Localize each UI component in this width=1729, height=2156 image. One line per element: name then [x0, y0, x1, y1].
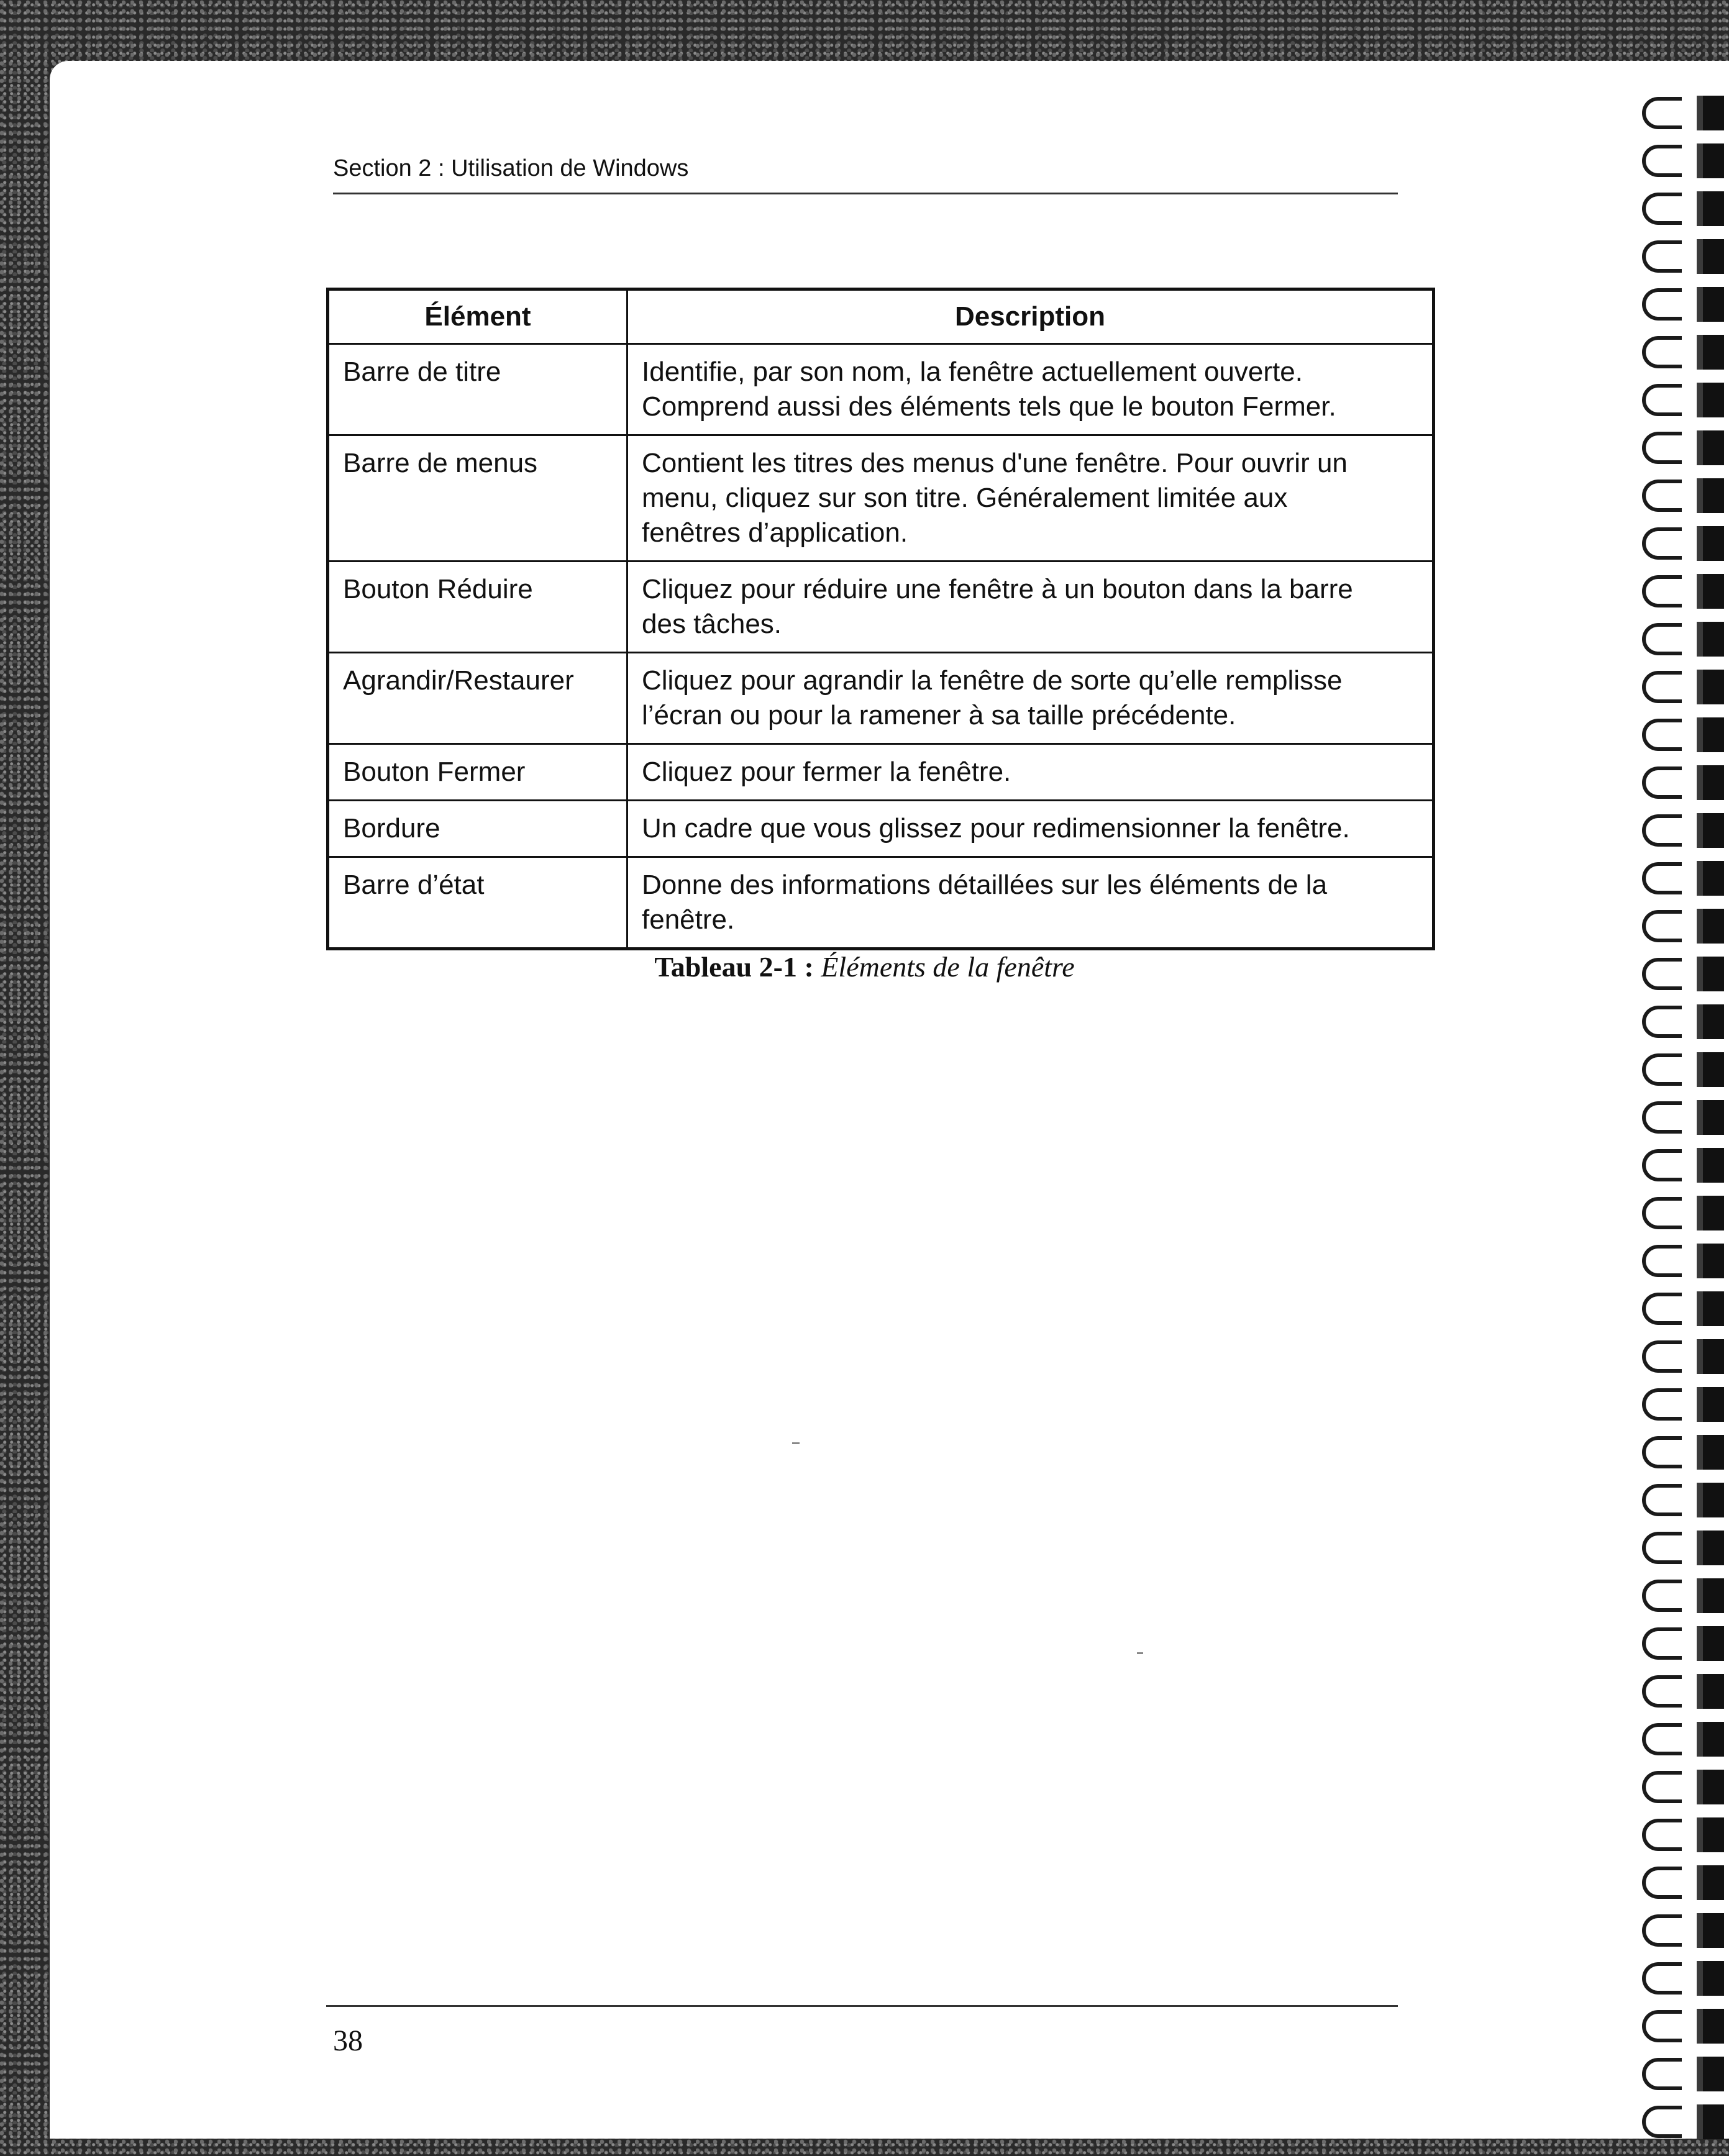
description-line: Identifie, par son nom, la fenêtre actuellement ouverte. [642, 357, 1303, 387]
binding-ring [1636, 666, 1729, 713]
description-line: fenêtres d’application. [642, 517, 908, 548]
binding-hole [1697, 1961, 1724, 1996]
binding-hook [1642, 1532, 1682, 1564]
binding-hole [1697, 1435, 1724, 1470]
binding-hook [1642, 384, 1682, 416]
binding-hole [1697, 1196, 1724, 1230]
binding-hole [1697, 1291, 1724, 1326]
binding-ring [1636, 92, 1729, 139]
binding-hole [1697, 239, 1724, 274]
table-row [328, 801, 1434, 857]
description-line: Un cadre que vous glissez pour redimensionner la fenêtre. [642, 813, 1350, 844]
description-line: Contient les titres des menus d'une fenêtre. Pour ouvrir un [642, 448, 1348, 478]
binding-ring [1636, 1431, 1729, 1478]
binding-hole [1697, 2104, 1724, 2139]
binding-ring [1636, 714, 1729, 761]
binding-hook [1642, 1675, 1682, 1708]
binding-hook [1642, 2106, 1682, 2138]
table-row [328, 562, 1434, 653]
description-line: Donne des informations détaillées sur les éléments de la [642, 870, 1328, 900]
binding-hole [1697, 717, 1724, 752]
binding-hole [1697, 1674, 1724, 1709]
binding-ring [1636, 905, 1729, 952]
binding-hole [1697, 765, 1724, 800]
description-line: Cliquez pour réduire une fenêtre à un bouton dans la barre [642, 574, 1353, 604]
binding-hole [1697, 1052, 1724, 1087]
binding-ring [1636, 1622, 1729, 1670]
window-elements-table [326, 288, 1435, 950]
binding-hole [1697, 622, 1724, 657]
binding-hook [1642, 1340, 1682, 1373]
description-cell [627, 744, 1434, 801]
description-line: Comprend aussi des éléments tels que le bouton Fermer. [642, 391, 1336, 422]
binding-hook [1642, 671, 1682, 703]
binding-hook [1642, 288, 1682, 321]
caption-title: Éléments de la fenêtre [821, 951, 1075, 983]
binding-ring [1636, 809, 1729, 857]
binding-hole [1697, 574, 1724, 609]
binding-hole [1697, 96, 1724, 130]
binding-hook [1642, 1006, 1682, 1038]
binding-hook [1642, 1580, 1682, 1612]
binding-ring [1636, 427, 1729, 474]
binding-hook [1642, 766, 1682, 799]
binding-hook [1642, 1771, 1682, 1803]
description-line: Cliquez pour agrandir la fenêtre de sorte qu’elle remplisse [642, 665, 1343, 696]
binding-ring [1636, 235, 1729, 283]
binding-hole [1697, 1004, 1724, 1039]
spiral-binding [1636, 61, 1729, 2139]
binding-hook [1642, 814, 1682, 847]
binding-ring [1636, 1814, 1729, 1861]
binding-hole [1697, 861, 1724, 896]
description-cell [627, 653, 1434, 744]
binding-ring [1636, 283, 1729, 330]
binding-hole [1697, 1339, 1724, 1374]
binding-hole [1697, 1387, 1724, 1422]
element-cell: Bouton Réduire [328, 562, 627, 653]
binding-hook [1642, 1867, 1682, 1899]
binding-hook [1642, 1914, 1682, 1947]
binding-ring [1636, 1479, 1729, 1526]
description-line: l’écran ou pour la ramener à sa taille précédente. [642, 700, 1236, 730]
binding-hook [1642, 2010, 1682, 2042]
binding-hole [1697, 813, 1724, 848]
binding-hole [1697, 1817, 1724, 1852]
binding-hook [1642, 193, 1682, 225]
binding-hole [1697, 143, 1724, 178]
binding-hook [1642, 1723, 1682, 1755]
binding-ring [1636, 1527, 1729, 1574]
column-header-element: Élément [328, 289, 627, 344]
binding-hole [1697, 1148, 1724, 1183]
binding-hole [1697, 670, 1724, 704]
binding-hook [1642, 1627, 1682, 1660]
binding-ring [1636, 2101, 1729, 2148]
description-cell [627, 344, 1434, 435]
column-header-description: Description [627, 289, 1434, 344]
binding-ring [1636, 570, 1729, 617]
binding-hole [1697, 1244, 1724, 1278]
binding-ring [1636, 1862, 1729, 1909]
binding-hook [1642, 575, 1682, 607]
binding-hook [1642, 527, 1682, 560]
binding-hole [1697, 335, 1724, 370]
binding-ring [1636, 1575, 1729, 1622]
scan-speck [792, 1442, 800, 1444]
binding-hook [1642, 1149, 1682, 1181]
binding-hole [1697, 1578, 1724, 1613]
binding-ring [1636, 1335, 1729, 1383]
page-number: 38 [333, 2024, 363, 2057]
binding-hook [1642, 1484, 1682, 1516]
binding-hole [1697, 430, 1724, 465]
caption-label: Tableau 2-1 : [654, 951, 814, 983]
binding-hole [1697, 478, 1724, 513]
binding-hook [1642, 336, 1682, 368]
binding-hole [1697, 1483, 1724, 1517]
binding-hook [1642, 97, 1682, 129]
binding-hook [1642, 1388, 1682, 1421]
footer-rule [326, 2005, 1398, 2007]
binding-hole [1697, 1722, 1724, 1757]
binding-ring [1636, 762, 1729, 809]
element-cell: Barre d’état [328, 857, 627, 949]
binding-hook [1642, 1436, 1682, 1468]
running-header: Section 2 : Utilisation de Windows [333, 155, 689, 181]
binding-ring [1636, 1096, 1729, 1144]
binding-hole [1697, 526, 1724, 561]
description-cell [627, 857, 1434, 949]
binding-hole [1697, 1913, 1724, 1948]
element-cell: Barre de titre [328, 344, 627, 435]
binding-hole [1697, 191, 1724, 226]
binding-hole [1697, 1626, 1724, 1661]
scan-speck [1137, 1652, 1143, 1654]
table-row [328, 435, 1434, 562]
binding-hook [1642, 1245, 1682, 1277]
binding-hook [1642, 240, 1682, 273]
table-row [328, 653, 1434, 744]
binding-ring [1636, 2053, 1729, 2100]
binding-ring [1636, 1001, 1729, 1048]
element-cell: Bordure [328, 801, 627, 857]
header-rule [333, 193, 1398, 194]
binding-hook [1642, 1053, 1682, 1086]
binding-hook [1642, 910, 1682, 942]
binding-hole [1697, 1531, 1724, 1565]
binding-ring [1636, 522, 1729, 570]
binding-ring [1636, 1288, 1729, 1335]
binding-ring [1636, 1240, 1729, 1287]
element-cell: Agrandir/Restaurer [328, 653, 627, 744]
binding-ring [1636, 1766, 1729, 1813]
binding-ring [1636, 1957, 1729, 2004]
binding-ring [1636, 1192, 1729, 1239]
binding-ring [1636, 475, 1729, 522]
binding-ring [1636, 2005, 1729, 2052]
binding-hook [1642, 1819, 1682, 1851]
table-row [328, 744, 1434, 801]
element-cell: Barre de menus [328, 435, 627, 562]
binding-hook [1642, 1962, 1682, 1995]
binding-hook [1642, 145, 1682, 177]
binding-hole [1697, 909, 1724, 944]
description-line: Cliquez pour fermer la fenêtre. [642, 757, 1011, 787]
binding-ring [1636, 1383, 1729, 1431]
binding-hole [1697, 2009, 1724, 2044]
binding-hole [1697, 383, 1724, 417]
binding-ring [1636, 379, 1729, 426]
binding-ring [1636, 1718, 1729, 1765]
description-line: menu, cliquez sur son titre. Généralement limitée aux [642, 483, 1288, 513]
description-cell [627, 562, 1434, 653]
binding-hook [1642, 1197, 1682, 1229]
binding-hole [1697, 1865, 1724, 1900]
description-cell [627, 801, 1434, 857]
binding-ring [1636, 618, 1729, 665]
table-caption [0, 950, 1729, 983]
binding-hole [1697, 1770, 1724, 1804]
description-cell [627, 435, 1434, 562]
binding-ring [1636, 1048, 1729, 1096]
description-line: fenêtre. [642, 904, 735, 935]
binding-hook [1642, 623, 1682, 655]
binding-ring [1636, 140, 1729, 187]
binding-hole [1697, 287, 1724, 322]
binding-hook [1642, 432, 1682, 464]
binding-ring [1636, 1144, 1729, 1191]
binding-hole [1697, 1100, 1724, 1135]
binding-hole [1697, 2057, 1724, 2091]
table-row [328, 344, 1434, 435]
table-row [328, 857, 1434, 949]
element-cell: Bouton Fermer [328, 744, 627, 801]
binding-ring [1636, 331, 1729, 378]
binding-hook [1642, 480, 1682, 512]
binding-ring [1636, 188, 1729, 235]
binding-hook [1642, 719, 1682, 751]
binding-hook [1642, 1101, 1682, 1134]
binding-ring [1636, 1670, 1729, 1717]
binding-ring [1636, 857, 1729, 904]
binding-ring [1636, 1909, 1729, 1957]
binding-hook [1642, 2058, 1682, 2090]
table-header-row [328, 289, 1434, 344]
binding-hook [1642, 1293, 1682, 1325]
binding-hook [1642, 862, 1682, 894]
description-line: des tâches. [642, 609, 782, 639]
